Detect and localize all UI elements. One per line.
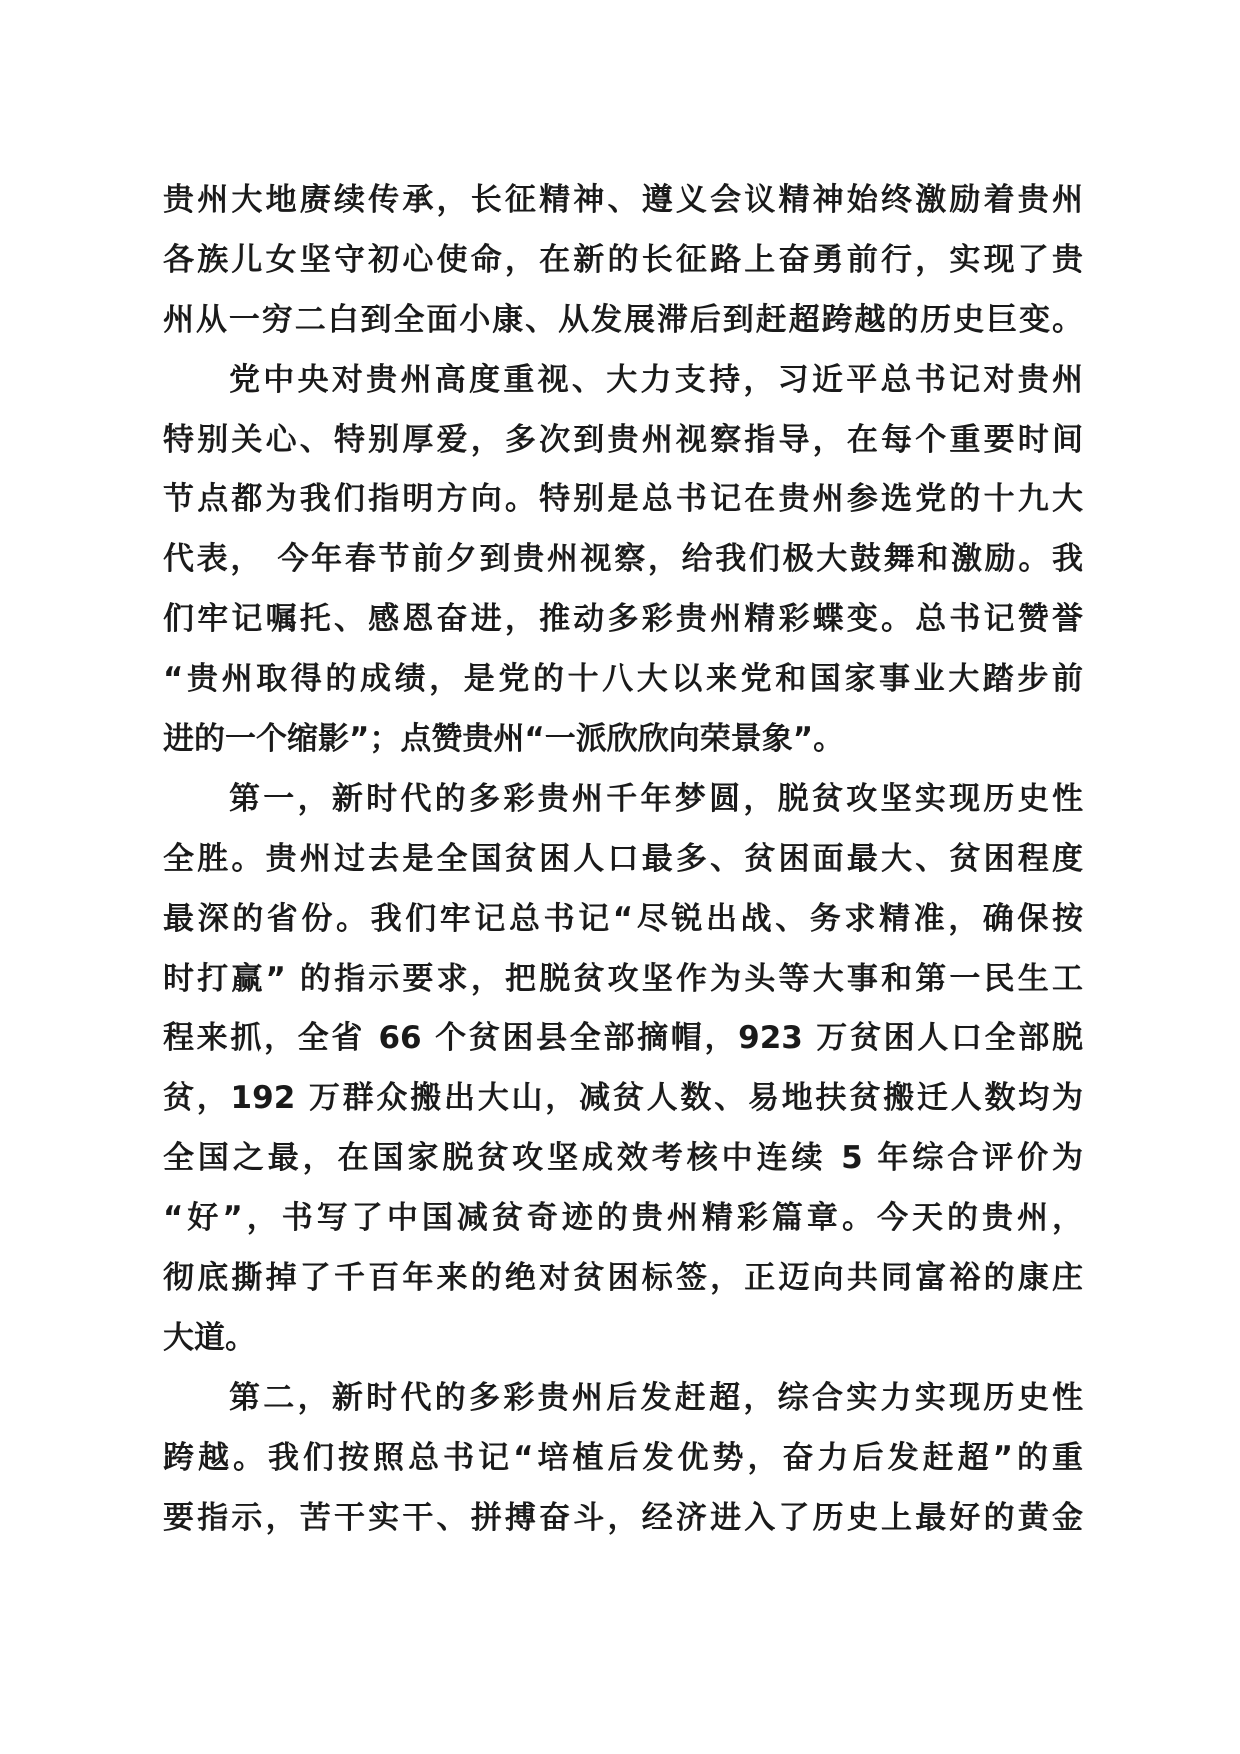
text-line: 贵州大地赓续传承，长征精神、遵义会议精神始终激励着贵州 — [163, 182, 1083, 218]
paragraph-3 — [163, 770, 1083, 1369]
text-line: “贵州取得的成绩，是党的十八大以来党和国家事业大踏步前 — [163, 661, 1083, 698]
text-line: 彻底撕掉了千百年来的绝对贫困标签，正迈向共同富裕的康庄 — [163, 1260, 1083, 1297]
text-line: 进的一个缩影”；点赞贵州“一派欣欣向荣景象”。 — [163, 721, 845, 758]
text-line: 特别关心、特别厚爱，多次到贵州视察指导，在每个重要时间 — [163, 421, 1083, 458]
text-line: 节点都为我们指明方向。特别是总书记在贵州参选党的十九大 — [163, 481, 1083, 518]
text-line: 要指示，苦干实干、拼搏奋斗，经济进入了历史上最好的黄金 — [163, 1499, 1083, 1536]
text-line: 全胜。贵州过去是全国贫困人口最多、贫困面最大、贫困程度 — [163, 840, 1083, 877]
text-line: 程来抓，全省 66 个贫困县全部摘帽，923 万贫困人口全部脱 — [163, 1020, 1083, 1057]
paragraph-1 — [163, 171, 1083, 351]
text-line: 最深的省份。我们牢记总书记“尽锐出战、务求精准，确保按 — [163, 900, 1083, 937]
text-line: 党中央对贵州高度重视、大力支持，习近平总书记对贵州 — [229, 361, 1083, 398]
text-line: 跨越。我们按照总书记“培植后发优势，奋力后发赶超”的重 — [163, 1439, 1083, 1476]
text-line: 全国之最，在国家脱贫攻坚成效考核中连续 5 年综合评价为 — [163, 1140, 1083, 1177]
paragraph-4 — [163, 1369, 1083, 1549]
text-line: 贫，192 万群众搬出大山，减贫人数、易地扶贫搬迁人数均为 — [163, 1080, 1083, 1117]
text-line: 第二，新时代的多彩贵州后发赶超，综合实力实现历史性 — [229, 1379, 1083, 1416]
text-line: 第一，新时代的多彩贵州千年梦圆，脱贫攻坚实现历史性 — [229, 780, 1083, 817]
text-line: 大道。 — [163, 1319, 256, 1356]
text-line: “好”，书写了中国减贫奇迹的贵州精彩篇章。今天的贵州， — [163, 1200, 1083, 1237]
text-line: 各族儿女坚守初心使命，在新的长征路上奋勇前行，实现了贵 — [163, 241, 1083, 278]
text-line: 时打赢” 的指示要求，把脱贫攻坚作为头等大事和第一民生工 — [163, 960, 1083, 997]
paragraph-2 — [163, 351, 1083, 770]
text-line: 州从一穷二白到全面小康、从发展滞后到赶超跨越的历史巨变。 — [163, 301, 1083, 338]
body-text — [163, 171, 1083, 1548]
text-line: 们牢记嘱托、感恩奋进，推动多彩贵州精彩蝶变。总书记赞誉 — [163, 601, 1083, 638]
text-line: 代表， 今年春节前夕到贵州视察，给我们极大鼓舞和激励。我 — [163, 541, 1083, 578]
